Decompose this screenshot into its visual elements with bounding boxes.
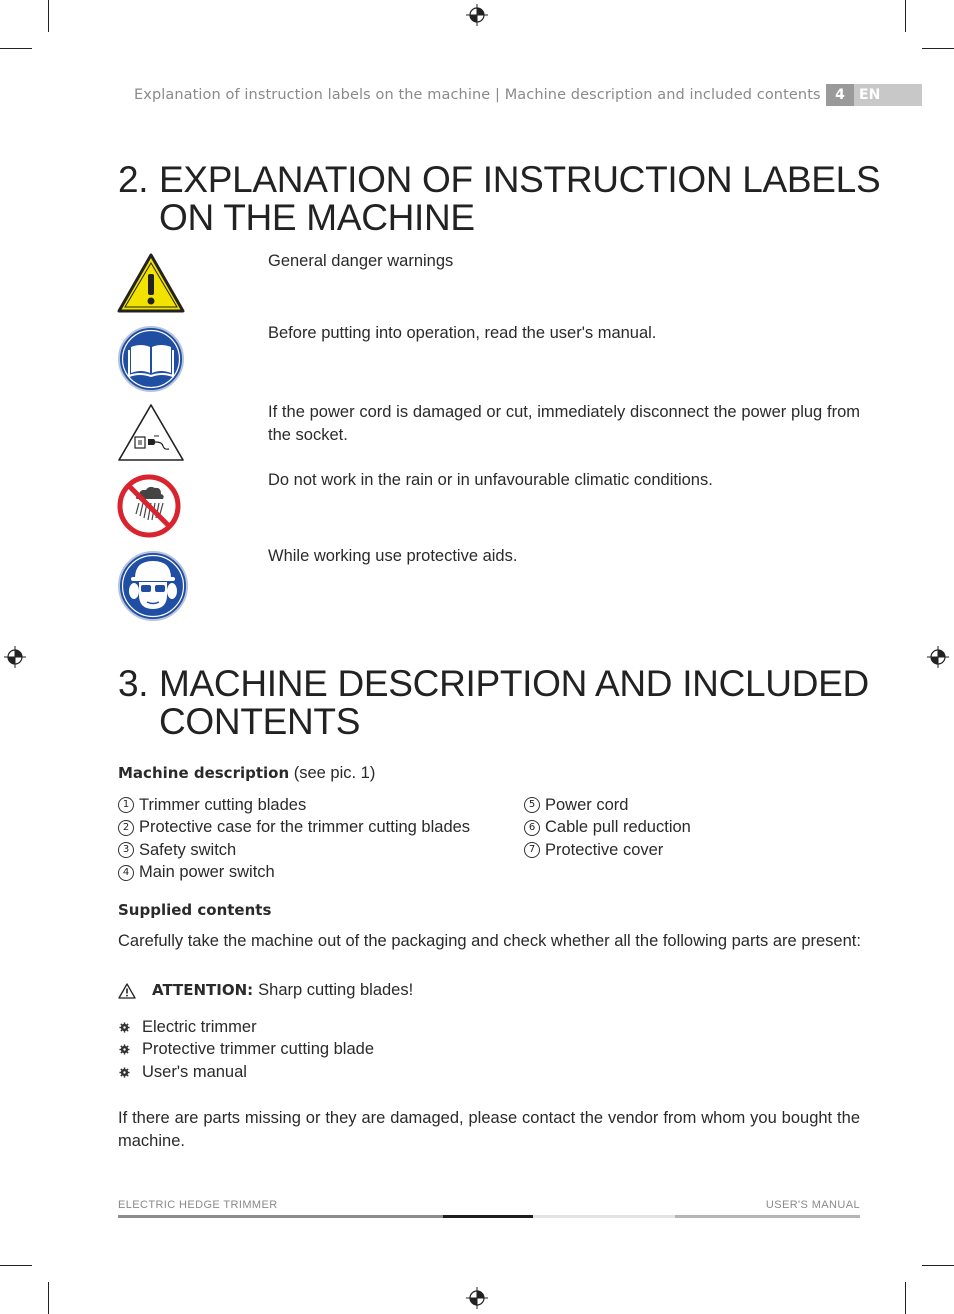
part-item [118,862,470,885]
crop-mark [905,1282,906,1314]
heading-line: MACHINE DESCRIPTION AND INCLUDED [159,663,869,704]
section-2-heading [118,161,898,237]
attention-notice [118,979,413,1002]
missing-parts-note: If there are parts missing or they are damaged, please contact the vendor from whom you bought the machine. [118,1109,860,1150]
label-text: If the power cord is damaged or cut, immediately disconnect the power plug from the socket. [268,403,860,444]
supplied-contents-heading: Supplied contents [118,901,272,919]
label-text: Before putting into operation, read the user's manual. [268,324,657,342]
label-text: While working use protective aids. [268,547,518,565]
registration-mark-icon [4,646,26,668]
crop-mark [0,48,32,49]
part-number: 7 [524,842,540,858]
attention-label: ATTENTION: [152,981,254,999]
part-item [118,839,470,862]
part-label: Trimmer cutting blades [139,795,307,814]
attention-text: Sharp cutting blades! [258,981,414,999]
crop-mark [922,48,954,49]
no-rain-icon [117,474,181,538]
language-tag: EN [854,84,922,106]
part-label: Safety switch [139,840,237,859]
gear-bullet-icon [119,1022,130,1033]
part-item [118,794,470,817]
supplied-intro: Carefully take the machine out of the packaging and check whether all the following parts are present: [118,932,861,950]
footer-bar [533,1215,675,1218]
crop-mark [905,0,906,32]
gear-bullet-icon [119,1044,130,1055]
gear-bullet-icon [119,1067,130,1078]
registration-mark-icon [466,1287,488,1309]
part-number: 5 [524,797,540,813]
list-item-label: Electric trimmer [142,1017,257,1036]
crop-mark [48,0,49,32]
supplied-items-list [118,1016,374,1084]
list-item [118,1061,374,1084]
registration-mark-icon [927,646,949,668]
list-item-label: Protective trimmer cutting blade [142,1040,375,1059]
part-number: 1 [118,797,134,813]
warning-icon [118,983,136,999]
section-3-heading [118,665,898,741]
part-number: 4 [118,865,134,881]
part-item [524,794,691,817]
page-number: 4 [826,84,854,106]
list-item [118,1039,374,1062]
heading-line: EXPLANATION OF INSTRUCTION LABELS [159,159,881,200]
part-item [118,817,470,840]
footer-bar [443,1215,533,1218]
parts-list-right [524,794,691,862]
footer-bar [118,1215,443,1218]
protective-gear-icon [117,549,189,623]
list-item [118,1016,374,1039]
warning-triangle-icon [116,252,186,314]
footer-left: ELECTRIC HEDGE TRIMMER [118,1199,278,1211]
parts-list-left [118,794,470,884]
read-manual-icon [117,325,185,393]
subheading: Machine description [118,764,290,782]
crop-mark [48,1282,49,1314]
part-number: 6 [524,820,540,836]
footer-bar [675,1215,860,1218]
power-plug-warning-icon [117,402,185,462]
part-item [524,839,691,862]
list-item-label: User's manual [142,1062,247,1081]
label-text: Do not work in the rain or in unfavourable climatic conditions. [268,471,713,489]
section-number: 3. [118,663,149,704]
part-label: Cable pull reduction [545,818,691,837]
part-label: Protective cover [545,840,664,859]
part-number: 2 [118,820,134,836]
part-label: Power cord [545,795,629,814]
part-label: Main power switch [139,863,275,882]
running-header: Explanation of instruction labels on the machine | Machine description and included contents [134,87,821,103]
heading-line: CONTENTS [159,701,361,742]
registration-mark-icon [466,4,488,26]
label-text: General danger warnings [268,252,454,270]
machine-description-heading [118,762,375,785]
figure-reference: (see pic. 1) [293,764,376,782]
section-number: 2. [118,159,149,200]
crop-mark [922,1265,954,1266]
crop-mark [0,1265,32,1266]
footer-right: USER'S MANUAL [765,1199,860,1211]
heading-line: ON THE MACHINE [159,197,475,238]
part-label: Protective case for the trimmer cutting blades [139,818,471,837]
part-item [524,817,691,840]
part-number: 3 [118,842,134,858]
